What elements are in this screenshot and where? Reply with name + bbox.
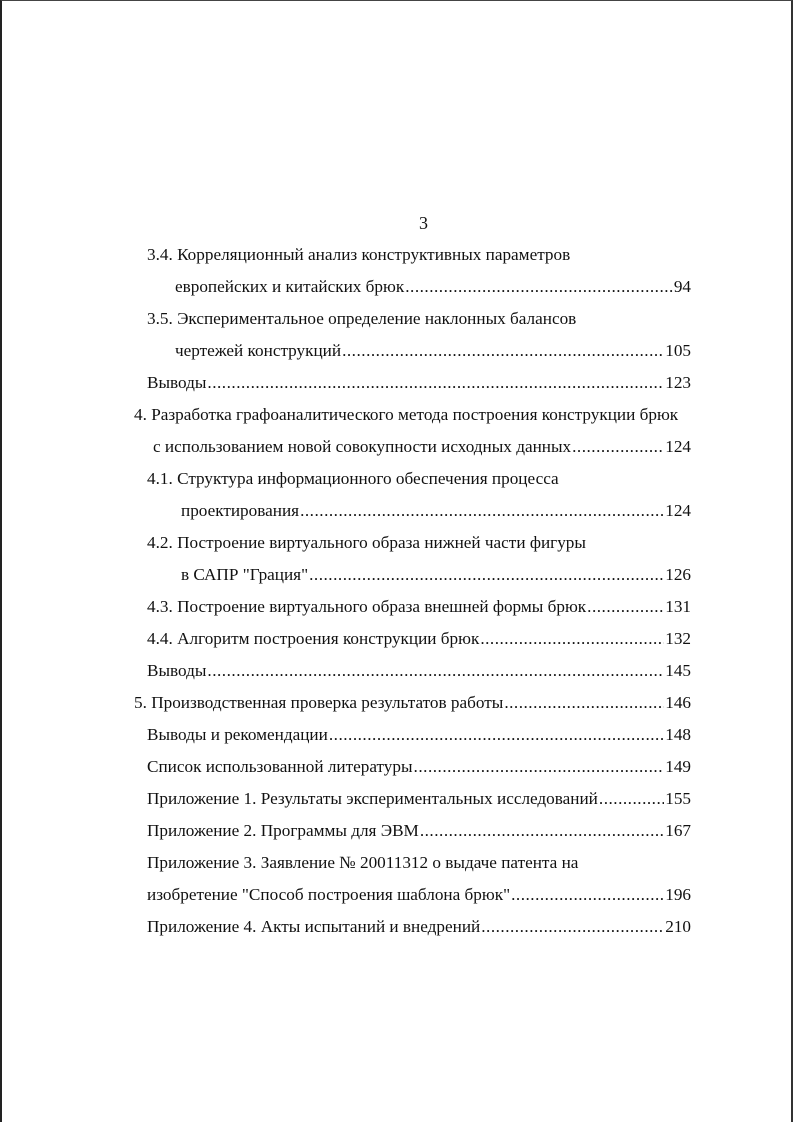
toc-entry-appendix-4 <box>147 914 691 940</box>
dot-leader <box>342 338 664 364</box>
toc-entry-4-2 <box>181 562 691 588</box>
toc-entry-label: 4. Разработка графоаналитического метода построения конструкции брюк <box>134 405 679 424</box>
toc-entry-label: чертежей конструкций <box>175 341 342 360</box>
toc-entry-label: 4.1. Структура информационного обеспечения процесса <box>147 469 559 488</box>
toc-entry-label: Приложение 3. Заявление № 20011312 о выдаче патента на <box>147 853 579 872</box>
toc-entry-page: 123 <box>665 373 691 392</box>
toc-entry-page: 149 <box>665 757 691 776</box>
toc-entry-page: 126 <box>665 565 691 584</box>
toc-entry-page: 124 <box>665 437 691 456</box>
toc-entry-page: 124 <box>665 501 691 520</box>
dot-leader <box>300 498 664 524</box>
toc-entry-label: Выводы <box>147 373 207 392</box>
toc-entry-page: 148 <box>665 725 691 744</box>
toc-entry-page: 132 <box>665 629 691 648</box>
toc-entry-page: 145 <box>665 661 691 680</box>
toc-entry-chapter-3-conclusions <box>147 370 691 396</box>
dot-leader <box>329 722 664 748</box>
toc-entry-label: Приложение 4. Акты испытаний и внедрений <box>147 917 481 936</box>
toc-entry-3-4 <box>175 274 691 300</box>
toc-entry-page: 210 <box>665 917 691 936</box>
toc-entry-references <box>147 754 691 780</box>
toc-entry-page: 167 <box>665 821 691 840</box>
dot-leader <box>480 626 664 652</box>
dot-leader <box>572 434 664 460</box>
dot-leader <box>207 658 664 684</box>
toc-entry-label: Список использованной литературы <box>147 757 413 776</box>
toc-entry-label: с использованием новой совокупности исходных данных <box>153 437 572 456</box>
toc-entry-page: 155 <box>665 789 691 808</box>
toc-entry-page: 146 <box>665 693 691 712</box>
toc-entry-page: 105 <box>665 341 691 360</box>
toc-entry-page: 94 <box>673 277 691 296</box>
toc-entry-chapter-4 <box>153 434 691 460</box>
toc-entry-label: 3.4. Корреляционный анализ конструктивных параметров <box>147 245 571 264</box>
dot-leader <box>414 754 665 780</box>
toc-entry-label: изобретение "Способ построения шаблона брюк" <box>147 885 511 904</box>
toc-entry-label: 5. Производственная проверка результатов работы <box>134 693 504 712</box>
toc-entry-label: 4.4. Алгоритм построения конструкции брюк <box>147 629 480 648</box>
toc-entry-4-1-title <box>147 466 559 492</box>
toc-entry-chapter-4-title <box>134 402 678 428</box>
toc-entry-3-5 <box>175 338 691 364</box>
toc-entry-label: 4.2. Построение виртуального образа нижней части фигуры <box>147 533 586 552</box>
toc-entry-label: европейских и китайских брюк <box>175 277 405 296</box>
page-number: 3 <box>419 213 428 233</box>
dot-leader <box>420 818 664 844</box>
toc-entry-appendix-3 <box>147 882 691 908</box>
toc-entry-label: Приложение 2. Программы для ЭВМ <box>147 821 419 840</box>
toc-entry-label: 3.5. Экспериментальное определение наклонных балансов <box>147 309 577 328</box>
dot-leader <box>599 786 664 812</box>
dot-leader <box>481 914 664 940</box>
toc-entry-label: в САПР "Грация" <box>181 565 309 584</box>
dot-leader <box>309 562 664 588</box>
toc-entry-3-4-title <box>147 242 570 268</box>
toc-entry-page: 196 <box>665 885 691 904</box>
dot-leader <box>207 370 664 396</box>
toc-entry-4-2-title <box>147 530 586 556</box>
toc-entry-label: Приложение 1. Результаты экспериментальных исследований <box>147 789 598 808</box>
dot-leader <box>405 274 673 300</box>
toc-entry-label: проектирования <box>181 501 300 520</box>
toc-entry-label: Выводы <box>147 661 207 680</box>
toc-entry-chapter-5 <box>134 690 691 716</box>
dot-leader <box>511 882 664 908</box>
toc-entry-label: 4.3. Построение виртуального образа внешней формы брюк <box>147 597 587 616</box>
toc-entry-3-5-title <box>147 306 576 332</box>
toc-entry-appendix-3-title <box>147 850 578 876</box>
toc-entry-4-1 <box>181 498 691 524</box>
dot-leader <box>504 690 664 716</box>
toc-entry-appendix-1 <box>147 786 691 812</box>
toc-entry-appendix-2 <box>147 818 691 844</box>
toc-entry-4-3 <box>147 594 691 620</box>
toc-entry-chapter-4-conclusions <box>147 658 691 684</box>
dot-leader <box>587 594 664 620</box>
toc-entry-recommendations <box>147 722 691 748</box>
toc-entry-4-4 <box>147 626 691 652</box>
toc-entry-label: Выводы и рекомендации <box>147 725 328 744</box>
toc-entry-page: 131 <box>665 597 691 616</box>
